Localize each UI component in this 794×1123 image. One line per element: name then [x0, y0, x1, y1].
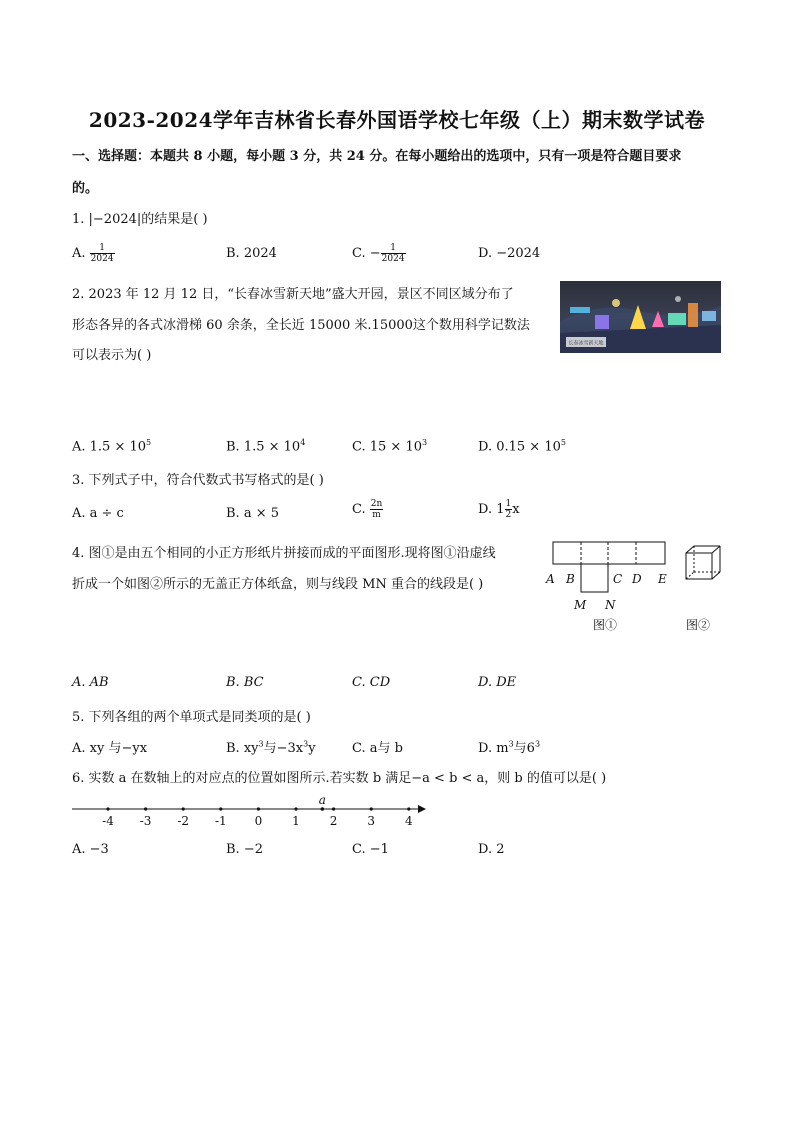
q1-option-b[interactable]: B. 2024	[226, 246, 277, 261]
tick-label: -4	[102, 814, 114, 828]
q6-option-a[interactable]: A. −3	[72, 842, 109, 857]
q4-option-a[interactable]: A. AB	[72, 675, 109, 690]
tick-label: -3	[139, 814, 152, 828]
q1-c-denominator: 2024	[381, 254, 405, 264]
tick-mark	[106, 807, 109, 810]
q1-a-denominator: 2024	[90, 254, 114, 264]
q4-option-d[interactable]: D. DE	[478, 675, 517, 690]
q2-b-exponent: 4	[300, 438, 306, 447]
q2-c-exponent: 3	[422, 438, 428, 447]
q5-d-exp2: 3	[534, 739, 541, 749]
q3-option-d[interactable]	[478, 499, 520, 520]
q3-c-numerator: 2n	[370, 499, 383, 509]
q1-option-d[interactable]: D. −2024	[478, 246, 541, 261]
q1-a-numerator: 1	[90, 243, 115, 254]
q5-b-exp2: 3	[303, 739, 309, 749]
q5-option-c[interactable]: C. a与 b	[352, 741, 403, 756]
q2-d-base: D. 0.15 × 10	[478, 439, 561, 455]
q2-b-base: B. 1.5 × 10	[226, 439, 301, 455]
q6-option-d[interactable]: D. 2	[478, 842, 505, 857]
question-1-stem: 1. |−2024|的结果是( )	[72, 212, 208, 227]
q3-option-a[interactable]: A. a ÷ c	[72, 506, 124, 521]
q1-option-a[interactable]	[72, 243, 115, 264]
section-heading-line1: 一、选择题：本题共 8 小题，每小题 3 分，共 24 分。在每小题给出的选项中，只有一项是符合题目要求	[72, 149, 682, 164]
q2-d-exponent: 5	[560, 438, 566, 447]
q2-a-base: A. 1.5 × 10	[72, 439, 147, 455]
tick-label: 1	[292, 814, 300, 828]
ice-park-photo	[560, 281, 721, 353]
tick-mark	[257, 807, 260, 810]
q4-option-c[interactable]: C. CD	[352, 675, 391, 690]
q5-option-b[interactable]	[226, 737, 316, 756]
q5-b-exp1: 3	[258, 739, 264, 749]
tick-mark	[370, 807, 373, 810]
question-2-line2: 形态各异的各式冰滑梯 60 余条，全长近 15000 米.15000这个数用科学记数法	[72, 318, 530, 333]
q1-option-c[interactable]	[352, 243, 406, 264]
q5-option-d[interactable]	[478, 737, 540, 756]
section-heading-line2: 的。	[72, 181, 99, 196]
question-6-stem: 6. 实数 a 在数轴上的对应点的位置如图所示.若实数 b 满足−a < b < a，则 b 的值可以是( )	[72, 771, 607, 786]
question-2-line3: 可以表示为( )	[72, 348, 152, 363]
point-a-dot	[321, 807, 325, 811]
tick-mark	[144, 807, 147, 810]
q6-option-b[interactable]: B. −2	[226, 842, 263, 857]
question-3-stem: 3. 下列式子中，符合代数式书写格式的是( )	[72, 473, 324, 488]
q3-c-fraction	[370, 499, 384, 520]
figure-2-caption: 图②	[686, 618, 711, 632]
q5-b-part1: B. xy	[226, 741, 259, 756]
number-line-arrow	[418, 805, 426, 813]
tick-label: 3	[367, 814, 376, 828]
label-e: E	[658, 572, 667, 586]
question-5-stem: 5. 下列各组的两个单项式是同类项的是( )	[72, 710, 311, 725]
tick-mark	[407, 807, 410, 810]
label-m: M	[574, 598, 587, 612]
tick-label: -1	[214, 814, 227, 828]
q3-d-denominator: 2	[505, 510, 512, 520]
tick-label: -2	[177, 814, 190, 828]
tick-mark	[182, 807, 185, 810]
q3-c-denominator: m	[372, 510, 381, 520]
tick-mark	[219, 807, 222, 810]
q2-option-c[interactable]	[352, 438, 427, 454]
tick-label: 2	[329, 814, 338, 828]
q3-d-numerator: 1	[505, 499, 512, 509]
question-4-line2: 折成一个如图②所示的无盖正方体纸盒，则与线段 MN 重合的线段是( )	[72, 577, 484, 592]
tick-mark	[294, 807, 297, 810]
figure-1-caption: 图①	[593, 618, 618, 632]
label-b: B	[566, 572, 575, 586]
label-a: A	[546, 572, 555, 586]
q1-c-numerator: 1	[381, 243, 406, 254]
q3-d-suffix: x	[512, 502, 520, 517]
point-a-label: a	[318, 793, 326, 807]
q3-c-prefix: C.	[352, 502, 366, 517]
photo-caption: 长春冰雪新天地	[568, 340, 604, 347]
tick-label: 0	[254, 814, 263, 828]
q2-option-a[interactable]	[72, 438, 151, 454]
q5-d-part1: D. m	[478, 741, 509, 756]
label-n: N	[605, 598, 616, 612]
q4-option-b[interactable]: B. BC	[226, 675, 264, 690]
q3-option-c[interactable]	[352, 499, 383, 520]
q5-d-exp1: 3	[508, 739, 514, 749]
figure-2-cube	[686, 546, 720, 579]
q5-d-part2: 与6	[513, 741, 535, 756]
q1-a-fraction	[90, 243, 115, 264]
label-d: D	[632, 572, 642, 586]
q6-option-c[interactable]: C. −1	[352, 842, 389, 857]
q3-d-prefix: D. 1	[478, 502, 505, 517]
q4-figures	[540, 536, 740, 636]
tick-mark	[332, 807, 335, 810]
q2-a-exponent: 5	[146, 438, 152, 447]
q5-b-part2: 与−3x	[263, 741, 304, 756]
question-4-line1: 4. 图①是由五个相同的小正方形纸片拼接而成的平面图形.现将图①沿虚线	[72, 546, 496, 561]
q3-option-b[interactable]: B. a × 5	[226, 506, 279, 521]
label-c: C	[613, 572, 623, 586]
q5-option-a[interactable]: A. xy 与−yx	[72, 741, 148, 756]
q2-option-b[interactable]	[226, 438, 305, 454]
q5-b-part3: y	[308, 741, 316, 756]
tick-label: 4	[404, 814, 413, 828]
q1-a-prefix: A.	[72, 246, 86, 261]
question-2-line1: 2. 2023 年 12 月 12 日，“长春冰雪新天地”盛大开园，景区不同区域分布了	[72, 287, 514, 302]
number-line	[66, 790, 436, 830]
page-title: 2023-2024学年吉林省长春外国语学校七年级（上）期末数学试卷	[88, 108, 706, 132]
q1-c-prefix: C. −	[352, 246, 381, 261]
q2-option-d[interactable]	[478, 438, 566, 454]
q1-c-fraction	[381, 243, 406, 264]
q2-c-base: C. 15 × 10	[352, 439, 422, 455]
